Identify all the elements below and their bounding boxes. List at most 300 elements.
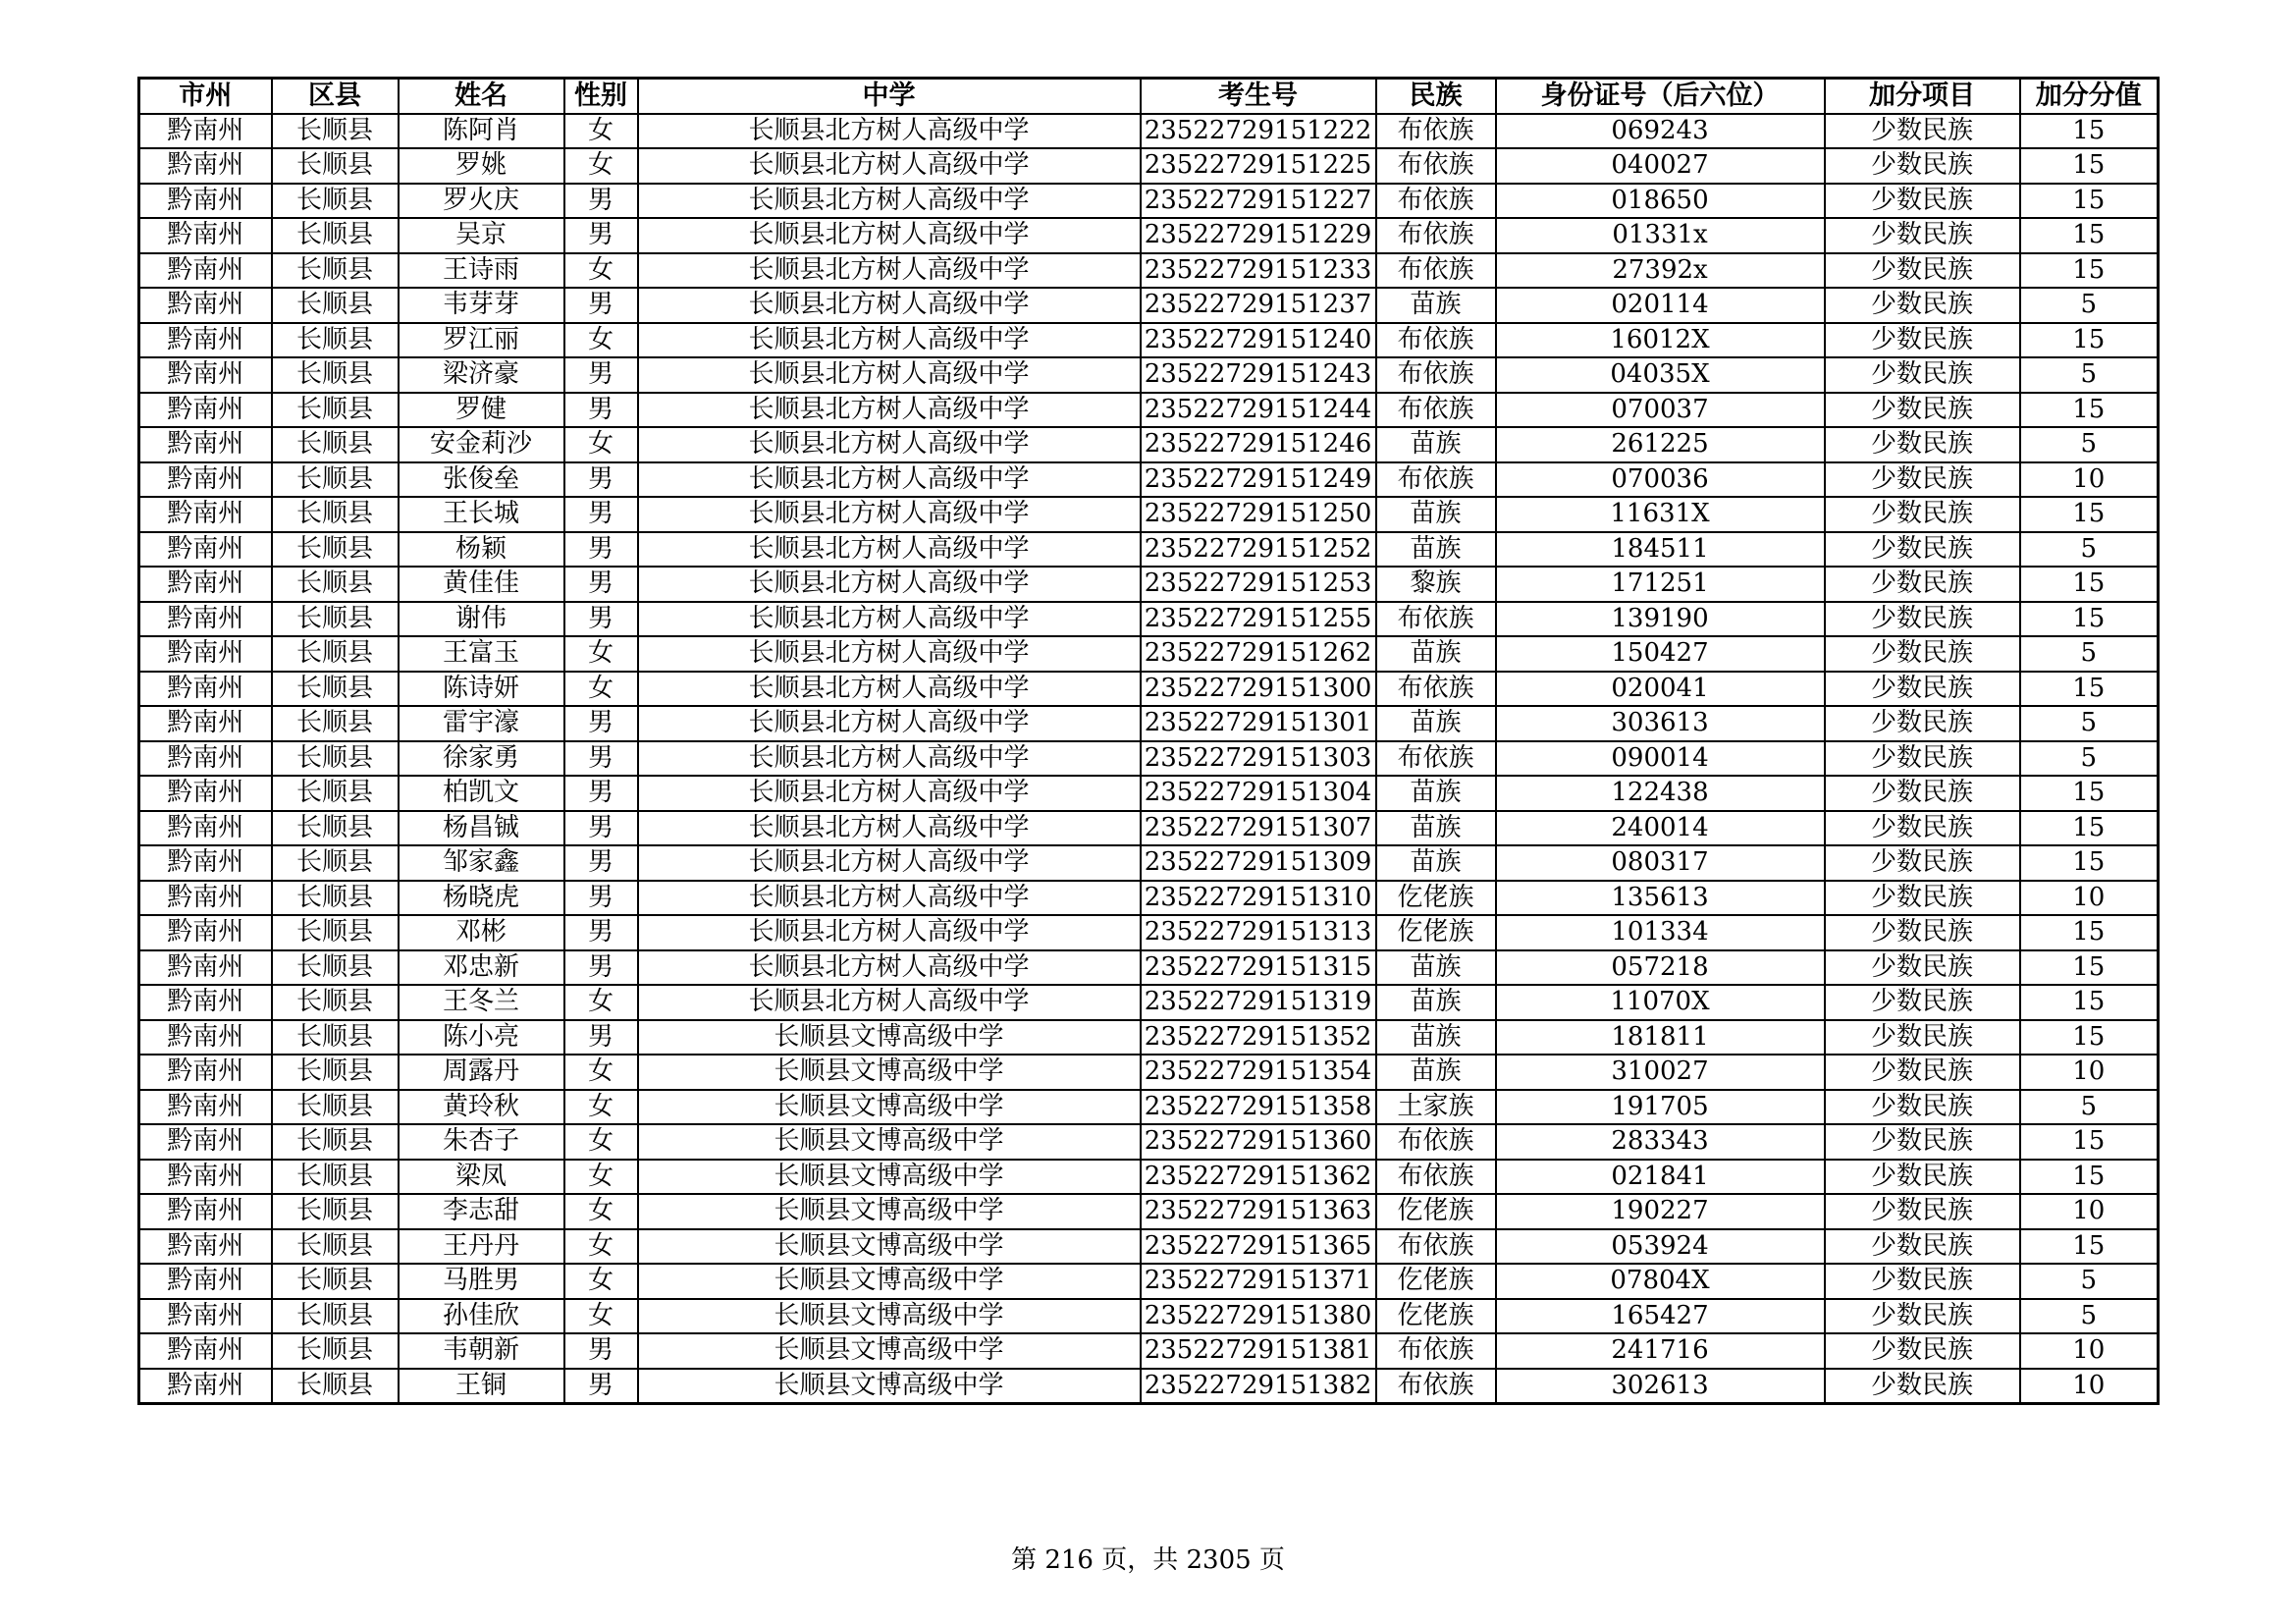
cell-city: 黔南州 <box>139 672 272 707</box>
cell-id-last-six: 020114 <box>1496 288 1825 323</box>
cell-gender: 男 <box>564 915 638 950</box>
cell-ethnicity: 苗族 <box>1376 706 1496 741</box>
cell-exam-number: 23522729151255 <box>1141 602 1376 637</box>
cell-name: 王富玉 <box>399 636 564 672</box>
cell-county: 长顺县 <box>272 1055 399 1090</box>
header-gender: 性别 <box>564 79 638 114</box>
cell-city: 黔南州 <box>139 915 272 950</box>
cell-gender: 男 <box>564 218 638 253</box>
cell-county: 长顺县 <box>272 462 399 498</box>
cell-exam-number: 23522729151249 <box>1141 462 1376 498</box>
cell-county: 长顺县 <box>272 1369 399 1404</box>
cell-bonus-points: 15 <box>2020 985 2159 1020</box>
cell-bonus-points: 15 <box>2020 950 2159 986</box>
cell-bonus-points: 15 <box>2020 1160 2159 1195</box>
cell-bonus-points: 15 <box>2020 602 2159 637</box>
cell-exam-number: 23522729151240 <box>1141 323 1376 358</box>
cell-id-last-six: 150427 <box>1496 636 1825 672</box>
cell-gender: 男 <box>564 567 638 602</box>
cell-name: 韦朝新 <box>399 1333 564 1369</box>
table-row <box>139 1124 2159 1160</box>
cell-name: 马胜男 <box>399 1264 564 1299</box>
cell-bonus-points: 5 <box>2020 706 2159 741</box>
cell-bonus-item: 少数民族 <box>1825 602 2020 637</box>
cell-school: 长顺县北方树人高级中学 <box>638 462 1141 498</box>
cell-name: 韦芽芽 <box>399 288 564 323</box>
cell-bonus-points: 15 <box>2020 393 2159 428</box>
cell-ethnicity: 苗族 <box>1376 427 1496 462</box>
cell-exam-number: 23522729151300 <box>1141 672 1376 707</box>
cell-gender: 女 <box>564 1299 638 1334</box>
cell-school: 长顺县北方树人高级中学 <box>638 427 1141 462</box>
table-row <box>139 1264 2159 1299</box>
table-row <box>139 985 2159 1020</box>
cell-bonus-points: 5 <box>2020 741 2159 777</box>
cell-exam-number: 23522729151222 <box>1141 114 1376 149</box>
table-row <box>139 114 2159 149</box>
cell-ethnicity: 布依族 <box>1376 1229 1496 1265</box>
table-row <box>139 497 2159 532</box>
cell-bonus-points: 15 <box>2020 1020 2159 1056</box>
cell-name: 梁济豪 <box>399 357 564 393</box>
cell-ethnicity: 布依族 <box>1376 1160 1496 1195</box>
cell-school: 长顺县北方树人高级中学 <box>638 741 1141 777</box>
cell-name: 朱杏子 <box>399 1124 564 1160</box>
table-row <box>139 462 2159 498</box>
cell-gender: 男 <box>564 288 638 323</box>
cell-gender: 女 <box>564 1160 638 1195</box>
cell-name: 邓彬 <box>399 915 564 950</box>
cell-bonus-points: 15 <box>2020 811 2159 846</box>
table-row <box>139 1090 2159 1125</box>
cell-school: 长顺县文博高级中学 <box>638 1020 1141 1056</box>
cell-bonus-points: 15 <box>2020 253 2159 289</box>
cell-bonus-points: 15 <box>2020 148 2159 184</box>
cell-bonus-item: 少数民族 <box>1825 672 2020 707</box>
cell-exam-number: 23522729151315 <box>1141 950 1376 986</box>
cell-id-last-six: 135613 <box>1496 881 1825 916</box>
cell-name: 邓忠新 <box>399 950 564 986</box>
cell-bonus-points: 15 <box>2020 567 2159 602</box>
cell-name: 陈诗妍 <box>399 672 564 707</box>
cell-ethnicity: 仡佬族 <box>1376 915 1496 950</box>
cell-school: 长顺县北方树人高级中学 <box>638 253 1141 289</box>
cell-name: 陈小亮 <box>399 1020 564 1056</box>
cell-exam-number: 23522729151252 <box>1141 532 1376 568</box>
cell-city: 黔南州 <box>139 1333 272 1369</box>
cell-id-last-six: 11631X <box>1496 497 1825 532</box>
header-ethnicity: 民族 <box>1376 79 1496 114</box>
cell-name: 周露丹 <box>399 1055 564 1090</box>
cell-exam-number: 23522729151262 <box>1141 636 1376 672</box>
cell-county: 长顺县 <box>272 845 399 881</box>
cell-name: 柏凯文 <box>399 776 564 811</box>
cell-city: 黔南州 <box>139 1020 272 1056</box>
cell-school: 长顺县文博高级中学 <box>638 1194 1141 1229</box>
cell-exam-number: 23522729151382 <box>1141 1369 1376 1404</box>
cell-ethnicity: 苗族 <box>1376 1055 1496 1090</box>
cell-school: 长顺县北方树人高级中学 <box>638 357 1141 393</box>
cell-county: 长顺县 <box>272 636 399 672</box>
cell-county: 长顺县 <box>272 672 399 707</box>
cell-school: 长顺县北方树人高级中学 <box>638 497 1141 532</box>
cell-id-last-six: 181811 <box>1496 1020 1825 1056</box>
header-name: 姓名 <box>399 79 564 114</box>
cell-bonus-points: 15 <box>2020 776 2159 811</box>
cell-id-last-six: 070036 <box>1496 462 1825 498</box>
cell-id-last-six: 101334 <box>1496 915 1825 950</box>
cell-exam-number: 23522729151233 <box>1141 253 1376 289</box>
cell-name: 杨晓虎 <box>399 881 564 916</box>
cell-school: 长顺县北方树人高级中学 <box>638 323 1141 358</box>
cell-bonus-points: 15 <box>2020 672 2159 707</box>
cell-id-last-six: 090014 <box>1496 741 1825 777</box>
cell-bonus-item: 少数民族 <box>1825 1333 2020 1369</box>
cell-exam-number: 23522729151253 <box>1141 567 1376 602</box>
header-school: 中学 <box>638 79 1141 114</box>
cell-city: 黔南州 <box>139 1055 272 1090</box>
cell-id-last-six: 069243 <box>1496 114 1825 149</box>
cell-school: 长顺县北方树人高级中学 <box>638 811 1141 846</box>
header-row <box>139 79 2159 114</box>
cell-bonus-item: 少数民族 <box>1825 811 2020 846</box>
cell-city: 黔南州 <box>139 357 272 393</box>
cell-county: 长顺县 <box>272 393 399 428</box>
header-bonus-item: 加分项目 <box>1825 79 2020 114</box>
cell-county: 长顺县 <box>272 1299 399 1334</box>
table-row <box>139 741 2159 777</box>
cell-bonus-points: 5 <box>2020 1299 2159 1334</box>
cell-exam-number: 23522729151244 <box>1141 393 1376 428</box>
cell-gender: 男 <box>564 497 638 532</box>
score-table-container <box>137 77 2157 1405</box>
cell-bonus-points: 5 <box>2020 288 2159 323</box>
cell-bonus-item: 少数民族 <box>1825 706 2020 741</box>
cell-bonus-item: 少数民族 <box>1825 1264 2020 1299</box>
cell-gender: 女 <box>564 253 638 289</box>
table-row <box>139 636 2159 672</box>
cell-ethnicity: 布依族 <box>1376 1124 1496 1160</box>
cell-bonus-item: 少数民族 <box>1825 776 2020 811</box>
cell-name: 杨颖 <box>399 532 564 568</box>
table-row <box>139 567 2159 602</box>
cell-county: 长顺县 <box>272 148 399 184</box>
cell-county: 长顺县 <box>272 776 399 811</box>
cell-exam-number: 23522729151246 <box>1141 427 1376 462</box>
cell-county: 长顺县 <box>272 915 399 950</box>
cell-city: 黔南州 <box>139 532 272 568</box>
cell-name: 王诗雨 <box>399 253 564 289</box>
cell-bonus-item: 少数民族 <box>1825 497 2020 532</box>
header-city: 市州 <box>139 79 272 114</box>
cell-county: 长顺县 <box>272 1124 399 1160</box>
cell-ethnicity: 布依族 <box>1376 741 1496 777</box>
table-row <box>139 776 2159 811</box>
table-row <box>139 288 2159 323</box>
cell-name: 王冬兰 <box>399 985 564 1020</box>
page-number: 第 216 页，共 2305 页 <box>1011 1545 1285 1575</box>
cell-gender: 女 <box>564 1055 638 1090</box>
cell-name: 王铜 <box>399 1369 564 1404</box>
cell-ethnicity: 苗族 <box>1376 776 1496 811</box>
cell-exam-number: 23522729151363 <box>1141 1194 1376 1229</box>
cell-school: 长顺县文博高级中学 <box>638 1369 1141 1404</box>
cell-county: 长顺县 <box>272 811 399 846</box>
cell-exam-number: 23522729151301 <box>1141 706 1376 741</box>
cell-exam-number: 23522729151371 <box>1141 1264 1376 1299</box>
cell-bonus-item: 少数民族 <box>1825 985 2020 1020</box>
cell-school: 长顺县北方树人高级中学 <box>638 567 1141 602</box>
cell-gender: 男 <box>564 950 638 986</box>
table-row <box>139 811 2159 846</box>
cell-bonus-points: 15 <box>2020 114 2159 149</box>
cell-exam-number: 23522729151365 <box>1141 1229 1376 1265</box>
cell-bonus-item: 少数民族 <box>1825 184 2020 219</box>
cell-county: 长顺县 <box>272 114 399 149</box>
cell-bonus-points: 15 <box>2020 845 2159 881</box>
cell-gender: 男 <box>564 845 638 881</box>
cell-school: 长顺县文博高级中学 <box>638 1090 1141 1125</box>
cell-name: 孙佳欣 <box>399 1299 564 1334</box>
cell-ethnicity: 布依族 <box>1376 462 1496 498</box>
cell-bonus-points: 15 <box>2020 497 2159 532</box>
cell-school: 长顺县北方树人高级中学 <box>638 602 1141 637</box>
cell-id-last-six: 190227 <box>1496 1194 1825 1229</box>
cell-bonus-item: 少数民族 <box>1825 1090 2020 1125</box>
cell-exam-number: 23522729151237 <box>1141 288 1376 323</box>
bonus-points-table <box>137 77 2160 1405</box>
cell-gender: 女 <box>564 1124 638 1160</box>
cell-id-last-six: 171251 <box>1496 567 1825 602</box>
cell-city: 黔南州 <box>139 636 272 672</box>
cell-bonus-points: 5 <box>2020 532 2159 568</box>
cell-exam-number: 23522729151304 <box>1141 776 1376 811</box>
cell-school: 长顺县文博高级中学 <box>638 1160 1141 1195</box>
cell-name: 陈阿肖 <box>399 114 564 149</box>
cell-bonus-item: 少数民族 <box>1825 915 2020 950</box>
cell-school: 长顺县北方树人高级中学 <box>638 845 1141 881</box>
cell-bonus-points: 5 <box>2020 427 2159 462</box>
cell-name: 罗江丽 <box>399 323 564 358</box>
cell-city: 黔南州 <box>139 253 272 289</box>
cell-school: 长顺县文博高级中学 <box>638 1333 1141 1369</box>
cell-exam-number: 23522729151381 <box>1141 1333 1376 1369</box>
cell-id-last-six: 139190 <box>1496 602 1825 637</box>
header-county: 区县 <box>272 79 399 114</box>
cell-county: 长顺县 <box>272 1229 399 1265</box>
cell-city: 黔南州 <box>139 1090 272 1125</box>
cell-bonus-points: 15 <box>2020 915 2159 950</box>
cell-ethnicity: 苗族 <box>1376 950 1496 986</box>
cell-county: 长顺县 <box>272 881 399 916</box>
cell-school: 长顺县北方树人高级中学 <box>638 218 1141 253</box>
cell-city: 黔南州 <box>139 845 272 881</box>
cell-bonus-item: 少数民族 <box>1825 462 2020 498</box>
cell-bonus-points: 15 <box>2020 184 2159 219</box>
cell-school: 长顺县北方树人高级中学 <box>638 672 1141 707</box>
cell-city: 黔南州 <box>139 706 272 741</box>
cell-city: 黔南州 <box>139 288 272 323</box>
table-row <box>139 1229 2159 1265</box>
cell-ethnicity: 布依族 <box>1376 1333 1496 1369</box>
cell-exam-number: 23522729151354 <box>1141 1055 1376 1090</box>
cell-ethnicity: 仡佬族 <box>1376 1264 1496 1299</box>
cell-county: 长顺县 <box>272 1194 399 1229</box>
cell-city: 黔南州 <box>139 1124 272 1160</box>
cell-ethnicity: 布依族 <box>1376 393 1496 428</box>
table-row <box>139 532 2159 568</box>
cell-school: 长顺县文博高级中学 <box>638 1264 1141 1299</box>
cell-ethnicity: 苗族 <box>1376 845 1496 881</box>
cell-name: 梁凤 <box>399 1160 564 1195</box>
table-row <box>139 357 2159 393</box>
table-body <box>139 114 2159 1404</box>
cell-city: 黔南州 <box>139 985 272 1020</box>
cell-school: 长顺县北方树人高级中学 <box>638 288 1141 323</box>
cell-gender: 男 <box>564 811 638 846</box>
cell-gender: 女 <box>564 672 638 707</box>
cell-bonus-item: 少数民族 <box>1825 114 2020 149</box>
cell-county: 长顺县 <box>272 497 399 532</box>
cell-bonus-item: 少数民族 <box>1825 1194 2020 1229</box>
cell-exam-number: 23522729151307 <box>1141 811 1376 846</box>
cell-id-last-six: 283343 <box>1496 1124 1825 1160</box>
cell-bonus-points: 10 <box>2020 881 2159 916</box>
cell-county: 长顺县 <box>272 1020 399 1056</box>
cell-gender: 女 <box>564 1229 638 1265</box>
cell-ethnicity: 苗族 <box>1376 1020 1496 1056</box>
cell-ethnicity: 布依族 <box>1376 148 1496 184</box>
cell-county: 长顺县 <box>272 602 399 637</box>
cell-city: 黔南州 <box>139 1194 272 1229</box>
table-row <box>139 323 2159 358</box>
cell-name: 黄佳佳 <box>399 567 564 602</box>
cell-school: 长顺县北方树人高级中学 <box>638 114 1141 149</box>
cell-county: 长顺县 <box>272 1333 399 1369</box>
cell-city: 黔南州 <box>139 427 272 462</box>
cell-ethnicity: 布依族 <box>1376 602 1496 637</box>
cell-ethnicity: 仡佬族 <box>1376 1194 1496 1229</box>
cell-name: 李志甜 <box>399 1194 564 1229</box>
cell-gender: 男 <box>564 393 638 428</box>
cell-city: 黔南州 <box>139 776 272 811</box>
cell-ethnicity: 布依族 <box>1376 218 1496 253</box>
cell-gender: 女 <box>564 985 638 1020</box>
cell-exam-number: 23522729151303 <box>1141 741 1376 777</box>
cell-school: 长顺县文博高级中学 <box>638 1055 1141 1090</box>
cell-city: 黔南州 <box>139 148 272 184</box>
cell-bonus-item: 少数民族 <box>1825 218 2020 253</box>
cell-bonus-points: 5 <box>2020 1264 2159 1299</box>
cell-ethnicity: 布依族 <box>1376 1369 1496 1404</box>
cell-bonus-item: 少数民族 <box>1825 427 2020 462</box>
cell-gender: 女 <box>564 1194 638 1229</box>
cell-exam-number: 23522729151352 <box>1141 1020 1376 1056</box>
cell-city: 黔南州 <box>139 1229 272 1265</box>
cell-county: 长顺县 <box>272 567 399 602</box>
cell-school: 长顺县北方树人高级中学 <box>638 532 1141 568</box>
cell-city: 黔南州 <box>139 811 272 846</box>
cell-gender: 女 <box>564 427 638 462</box>
cell-bonus-item: 少数民族 <box>1825 253 2020 289</box>
cell-bonus-item: 少数民族 <box>1825 1020 2020 1056</box>
cell-name: 罗火庆 <box>399 184 564 219</box>
cell-gender: 男 <box>564 706 638 741</box>
cell-school: 长顺县北方树人高级中学 <box>638 950 1141 986</box>
cell-exam-number: 23522729151360 <box>1141 1124 1376 1160</box>
cell-bonus-item: 少数民族 <box>1825 845 2020 881</box>
cell-exam-number: 23522729151225 <box>1141 148 1376 184</box>
cell-city: 黔南州 <box>139 1299 272 1334</box>
cell-county: 长顺县 <box>272 218 399 253</box>
cell-bonus-item: 少数民族 <box>1825 881 2020 916</box>
cell-city: 黔南州 <box>139 184 272 219</box>
cell-gender: 男 <box>564 1333 638 1369</box>
cell-id-last-six: 021841 <box>1496 1160 1825 1195</box>
cell-bonus-item: 少数民族 <box>1825 1124 2020 1160</box>
table-row <box>139 672 2159 707</box>
cell-id-last-six: 053924 <box>1496 1229 1825 1265</box>
table-row <box>139 1299 2159 1334</box>
cell-city: 黔南州 <box>139 602 272 637</box>
cell-school: 长顺县北方树人高级中学 <box>638 776 1141 811</box>
cell-county: 长顺县 <box>272 357 399 393</box>
cell-city: 黔南州 <box>139 1264 272 1299</box>
table-row <box>139 393 2159 428</box>
cell-city: 黔南州 <box>139 1160 272 1195</box>
cell-ethnicity: 布依族 <box>1376 114 1496 149</box>
cell-exam-number: 23522729151243 <box>1141 357 1376 393</box>
cell-ethnicity: 布依族 <box>1376 357 1496 393</box>
cell-ethnicity: 苗族 <box>1376 497 1496 532</box>
cell-school: 长顺县北方树人高级中学 <box>638 985 1141 1020</box>
cell-ethnicity: 土家族 <box>1376 1090 1496 1125</box>
cell-county: 长顺县 <box>272 950 399 986</box>
cell-gender: 男 <box>564 462 638 498</box>
cell-id-last-six: 191705 <box>1496 1090 1825 1125</box>
cell-id-last-six: 07804X <box>1496 1264 1825 1299</box>
cell-city: 黔南州 <box>139 218 272 253</box>
table-row <box>139 1333 2159 1369</box>
cell-bonus-item: 少数民族 <box>1825 567 2020 602</box>
cell-ethnicity: 苗族 <box>1376 532 1496 568</box>
cell-exam-number: 23522729151358 <box>1141 1090 1376 1125</box>
header-id-last-six: 身份证号（后六位） <box>1496 79 1825 114</box>
cell-gender: 男 <box>564 741 638 777</box>
cell-name: 杨昌铖 <box>399 811 564 846</box>
cell-school: 长顺县北方树人高级中学 <box>638 706 1141 741</box>
cell-name: 吴京 <box>399 218 564 253</box>
cell-school: 长顺县北方树人高级中学 <box>638 148 1141 184</box>
cell-name: 雷宇濠 <box>399 706 564 741</box>
cell-city: 黔南州 <box>139 497 272 532</box>
cell-bonus-item: 少数民族 <box>1825 532 2020 568</box>
cell-bonus-item: 少数民族 <box>1825 323 2020 358</box>
cell-bonus-points: 5 <box>2020 357 2159 393</box>
cell-city: 黔南州 <box>139 741 272 777</box>
cell-id-last-six: 302613 <box>1496 1369 1825 1404</box>
cell-bonus-points: 15 <box>2020 323 2159 358</box>
table-row <box>139 1055 2159 1090</box>
table-row <box>139 1369 2159 1404</box>
cell-name: 王丹丹 <box>399 1229 564 1265</box>
cell-gender: 男 <box>564 532 638 568</box>
cell-id-last-six: 11070X <box>1496 985 1825 1020</box>
cell-county: 长顺县 <box>272 288 399 323</box>
cell-id-last-six: 122438 <box>1496 776 1825 811</box>
cell-county: 长顺县 <box>272 532 399 568</box>
cell-bonus-points: 15 <box>2020 1229 2159 1265</box>
